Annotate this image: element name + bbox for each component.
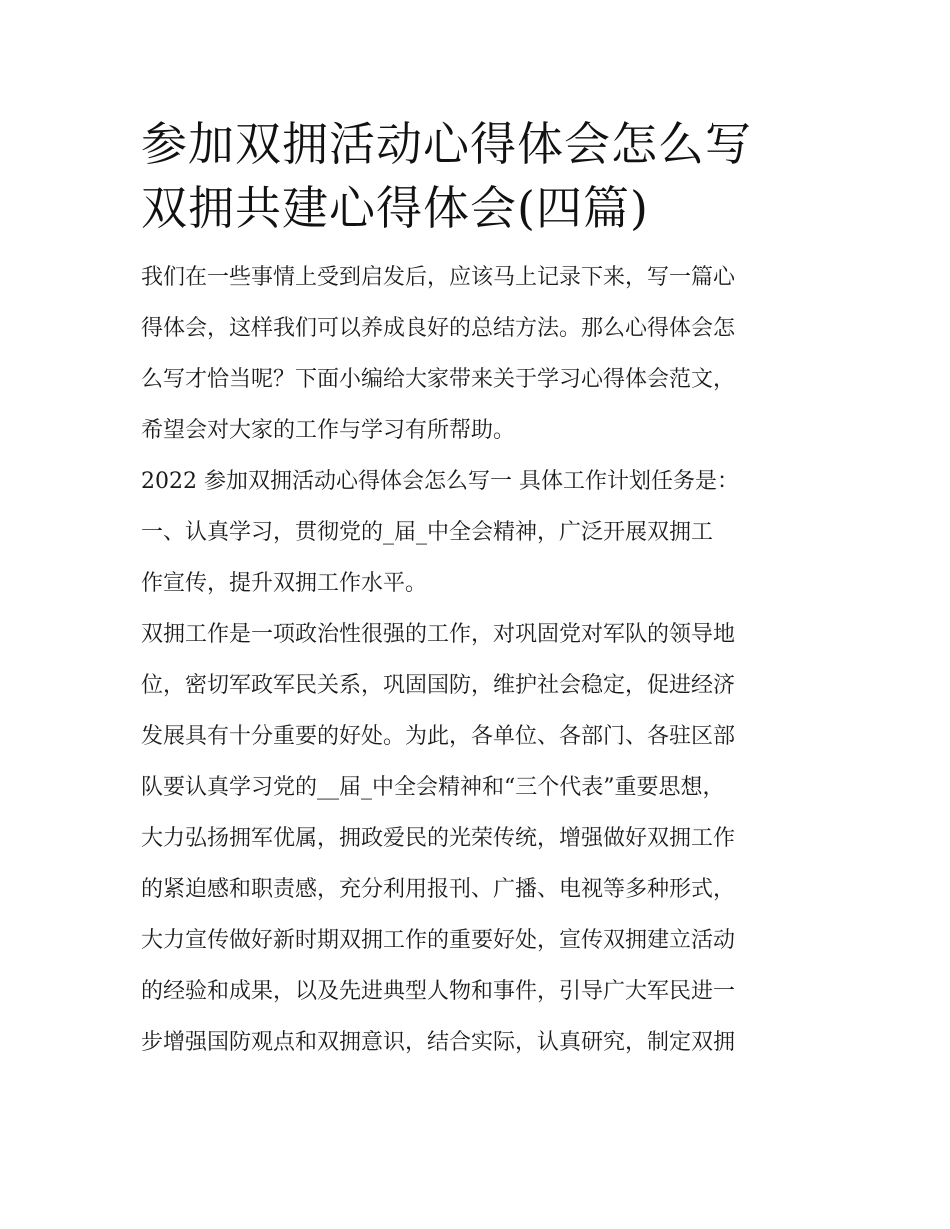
document-body [141, 252, 821, 1068]
body-line: 队要认真学习党的__届_中全会精神和“三个代表”重要思想， [141, 775, 725, 800]
body-line: 步增强国防观点和双拥意识，结合实际，认真研究，制定双拥 [141, 1030, 736, 1055]
body-line: 我们在一些事情上受到启发后，应该马上记录下来，写一篇心 [141, 265, 736, 290]
body-line: 一、认真学习，贯彻党的_届_中全会精神，广泛开展双拥工 [141, 520, 714, 545]
body-line: 作宣传，提升双拥工作水平。 [141, 571, 428, 596]
body-line: 位，密切军政军民关系，巩固国防，维护社会稳定，促进经济 [141, 673, 736, 698]
body-line: 么写才恰当呢？下面小编给大家带来关于学习心得体会范文， [141, 367, 736, 392]
body-line: 双拥工作是一项政治性很强的工作，对巩固党对军队的领导地 [141, 622, 736, 647]
body-line: 希望会对大家的工作与学习有所帮助。 [141, 418, 516, 443]
body-line: 发展具有十分重要的好处。为此，各单位、各部门、各驻区部 [141, 724, 736, 749]
body-line: 的经验和成果，以及先进典型人物和事件，引导广大军民进一 [141, 979, 736, 1004]
body-line: 得体会，这样我们可以养成良好的总结方法。那么心得体会怎 [141, 316, 736, 341]
title-line-2: 双拥共建心得体会(四篇) [141, 181, 649, 235]
body-line: 大力宣传做好新时期双拥工作的重要好处，宣传双拥建立活动 [141, 928, 736, 953]
document-page [141, 112, 821, 1068]
body-line: 的紧迫感和职责感，充分利用报刊、广播、电视等多种形式， [141, 877, 736, 902]
document-title [141, 112, 821, 240]
title-line-1: 参加双拥活动心得体会怎么写 [141, 117, 752, 171]
body-line: 2022 参加双拥活动心得体会怎么写一 具体工作计划任务是： [141, 469, 739, 494]
body-line: 大力弘扬拥军优属，拥政爱民的光荣传统，增强做好双拥工作 [141, 826, 736, 851]
